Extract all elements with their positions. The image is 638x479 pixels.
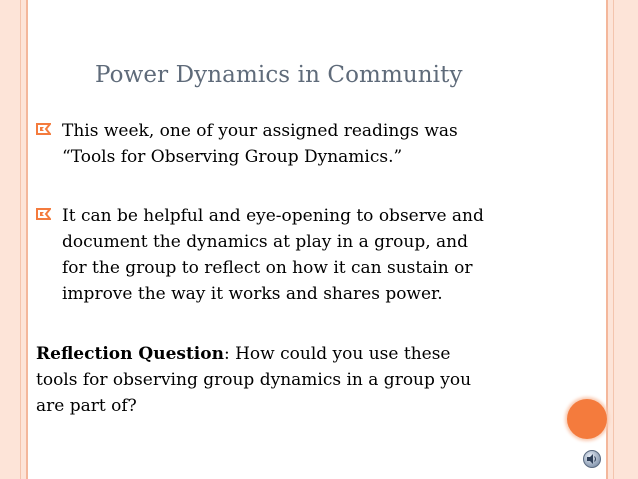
left-border-stripe	[0, 0, 28, 479]
right-border-stripe	[606, 0, 638, 479]
flag-bullet-icon	[36, 122, 51, 137]
bullet-text: This week, one of your assigned readings was “Tools for Observing Group Dynamics.”	[62, 121, 458, 167]
bullet-item	[36, 118, 556, 170]
slide-title: Power Dynamics in Community	[95, 62, 463, 88]
bullet-text: It can be helpful and eye-opening to observe and document the dynamics at play in a group, and for the group to reflect on how it can sustain or improve the way it works and shares power.	[62, 206, 484, 304]
decorative-orange-circle	[567, 399, 607, 439]
reflection-question	[36, 341, 556, 419]
flag-bullet-icon	[36, 207, 51, 222]
reflection-text: : How could you use these tools for observing group dynamics in a group you are part of?	[36, 344, 472, 416]
reflection-label: Reflection Question	[36, 344, 224, 364]
bullet-item	[36, 203, 556, 307]
speaker-icon[interactable]	[582, 449, 602, 469]
